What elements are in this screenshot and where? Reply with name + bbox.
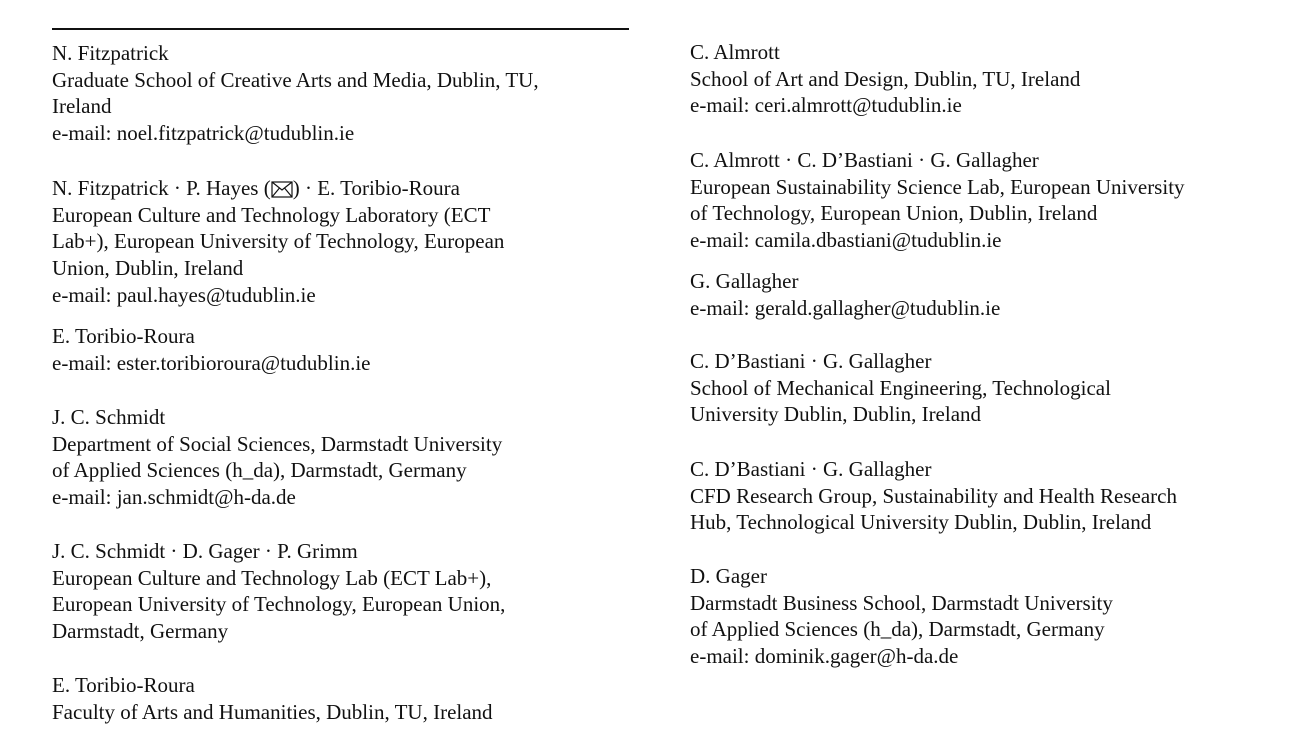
affiliation-line: European Culture and Technology Lab (ECT Lab+), bbox=[52, 565, 492, 590]
affiliation-block bbox=[52, 404, 612, 511]
author-names: J. C. Schmidt bbox=[52, 405, 166, 429]
affiliation-line: Graduate School of Creative Arts and Media, Dublin, TU, bbox=[52, 67, 539, 92]
author-names: C. Almrott · C. D’Bastiani · G. Gallagher bbox=[690, 148, 1039, 172]
affiliation-block bbox=[52, 40, 612, 147]
affiliation-block bbox=[690, 39, 1270, 119]
email-address: e-mail: ceri.almrott@tudublin.ie bbox=[690, 93, 962, 118]
author-names: E. Toribio-Roura bbox=[52, 673, 195, 697]
author-names: C. D’Bastiani · G. Gallagher bbox=[690, 457, 932, 481]
email-address: e-mail: ester.toribioroura@tudublin.ie bbox=[52, 350, 371, 375]
affiliation-line: of Applied Sciences (h_da), Darmstadt, Germany bbox=[52, 458, 467, 483]
affiliation-line: Hub, Technological University Dublin, Dublin, Ireland bbox=[690, 510, 1152, 535]
author-names-part: N. Fitzpatrick · P. Hayes ( bbox=[52, 176, 271, 200]
affiliation-line: European Sustainability Science Lab, European University bbox=[690, 174, 1185, 199]
email-address: e-mail: dominik.gager@h-da.de bbox=[690, 644, 959, 669]
affiliation-line: Department of Social Sciences, Darmstadt University bbox=[52, 431, 503, 456]
email-address: e-mail: paul.hayes@tudublin.ie bbox=[52, 282, 316, 307]
affiliation-line: Darmstadt Business School, Darmstadt University bbox=[690, 590, 1113, 615]
affiliation-line: of Technology, European Union, Dublin, Ireland bbox=[690, 201, 1098, 226]
author-names: G. Gallagher bbox=[690, 269, 799, 293]
author-names: N. Fitzpatrick bbox=[52, 41, 169, 65]
affiliation-line: Darmstadt, Germany bbox=[52, 619, 229, 644]
affiliation-line: Lab+), European University of Technology, European bbox=[52, 229, 505, 254]
affiliation-block bbox=[690, 147, 1270, 254]
email-address: e-mail: jan.schmidt@h-da.de bbox=[52, 485, 296, 510]
author-names: D. Gager bbox=[690, 564, 767, 588]
email-address: e-mail: noel.fitzpatrick@tudublin.ie bbox=[52, 121, 355, 146]
email-address: e-mail: gerald.gallagher@tudublin.ie bbox=[690, 295, 1001, 320]
affiliation-block bbox=[52, 672, 612, 725]
affiliation-block bbox=[690, 268, 1270, 321]
author-names bbox=[52, 175, 612, 202]
affiliation-line: Ireland bbox=[52, 94, 112, 119]
affiliation-line: of Applied Sciences (h_da), Darmstadt, Germany bbox=[690, 617, 1105, 642]
footnote-separator-rule bbox=[52, 28, 629, 30]
email-address: e-mail: camila.dbastiani@tudublin.ie bbox=[690, 228, 1002, 253]
affiliation-block bbox=[52, 538, 612, 645]
affiliation-line: School of Art and Design, Dublin, TU, Ireland bbox=[690, 66, 1081, 91]
affiliation-block bbox=[690, 348, 1270, 428]
author-names: J. C. Schmidt · D. Gager · P. Grimm bbox=[52, 539, 358, 563]
affiliation-line: University Dublin, Dublin, Ireland bbox=[690, 402, 982, 427]
affiliation-line: European University of Technology, European Union, bbox=[52, 592, 506, 617]
affiliation-block bbox=[52, 175, 612, 309]
affiliation-line: Faculty of Arts and Humanities, Dublin, TU, Ireland bbox=[52, 699, 493, 724]
envelope-icon bbox=[271, 178, 293, 195]
author-names: C. D’Bastiani · G. Gallagher bbox=[690, 349, 932, 373]
affiliation-block bbox=[690, 456, 1270, 536]
affiliation-line: School of Mechanical Engineering, Technological bbox=[690, 375, 1111, 400]
author-names: C. Almrott bbox=[690, 40, 780, 64]
affiliation-block bbox=[690, 563, 1270, 670]
affiliation-block bbox=[52, 323, 612, 376]
affiliation-line: Union, Dublin, Ireland bbox=[52, 256, 244, 281]
affiliation-line: CFD Research Group, Sustainability and Health Research bbox=[690, 483, 1177, 508]
author-names: E. Toribio-Roura bbox=[52, 324, 195, 348]
affiliation-line: European Culture and Technology Laboratory (ECT bbox=[52, 202, 491, 227]
author-names-part: ) · E. Toribio-Roura bbox=[292, 176, 460, 200]
